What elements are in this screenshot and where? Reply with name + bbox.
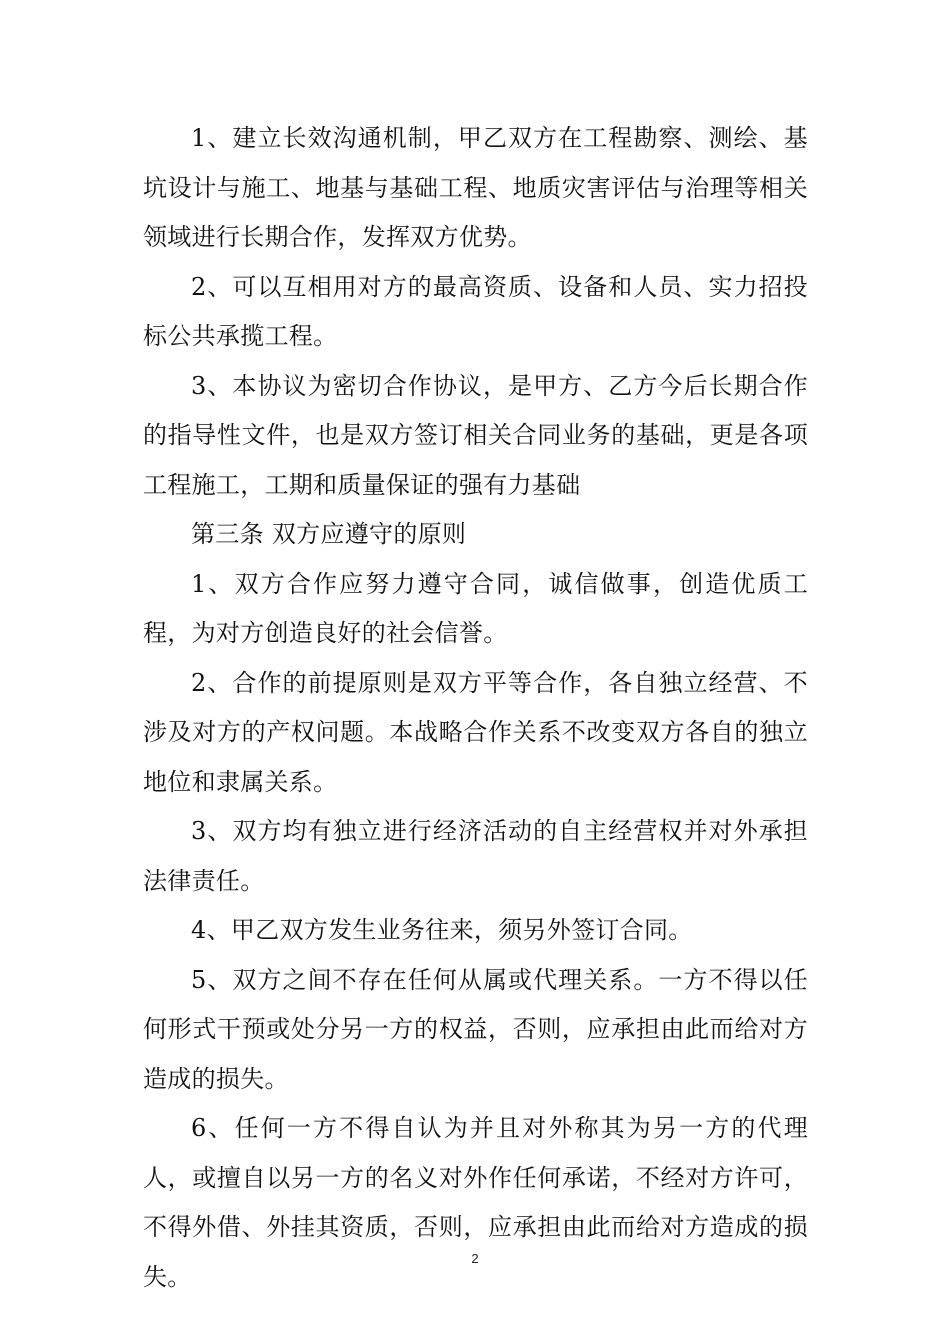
section-heading: 第三条 双方应遵守的原则 bbox=[191, 520, 467, 548]
paragraph-2: 2、可以互相用对方的最高资质、设备和人员、实力招投标公共承揽工程。 bbox=[143, 272, 808, 350]
paragraph-6: 2、合作的前提原则是双方平等合作，各自独立经营、不涉及对方的产权问题。本战略合作关系不改变双方各自的独立地位和隶属关系。 bbox=[143, 668, 808, 796]
paragraph-9: 5、双方之间不存在任何从属或代理关系。一方不得以任何形式干预或处分另一方的权益，否则，应承担由此而给对方造成的损失。 bbox=[143, 965, 808, 1093]
paragraph-7: 3、双方均有独立进行经济活动的自主经营权并对外承担法律责任。 bbox=[143, 817, 808, 895]
document-body bbox=[143, 114, 808, 1302]
paragraph-8: 4、甲乙双方发生业务往来，须另外签订合同。 bbox=[191, 916, 693, 944]
paragraph-5: 1、双方合作应努力遵守合同，诚信做事，创造优质工程，为对方创造良好的社会信誉。 bbox=[143, 569, 808, 647]
page-number: 2 bbox=[471, 1251, 479, 1266]
paragraph-10: 6、任何一方不得自认为并且对外称其为另一方的代理人，或擅自以另一方的名义对外作任何承诺，不经对方许可，不得外借、外挂其资质，否则，应承担由此而给对方造成的损失。 bbox=[143, 1114, 808, 1291]
paragraph-1: 1、建立长效沟通机制，甲乙双方在工程勘察、测绘、基坑设计与施工、地基与基础工程、地质灾害评估与治理等相关领域进行长期合作，发挥双方优势。 bbox=[143, 124, 808, 251]
paragraph-3: 3、本协议为密切合作协议，是甲方、乙方今后长期合作的指导性文件，也是双方签订相关合同业务的基础，更是各项工程施工，工期和质量保证的强有力基础 bbox=[143, 371, 808, 499]
